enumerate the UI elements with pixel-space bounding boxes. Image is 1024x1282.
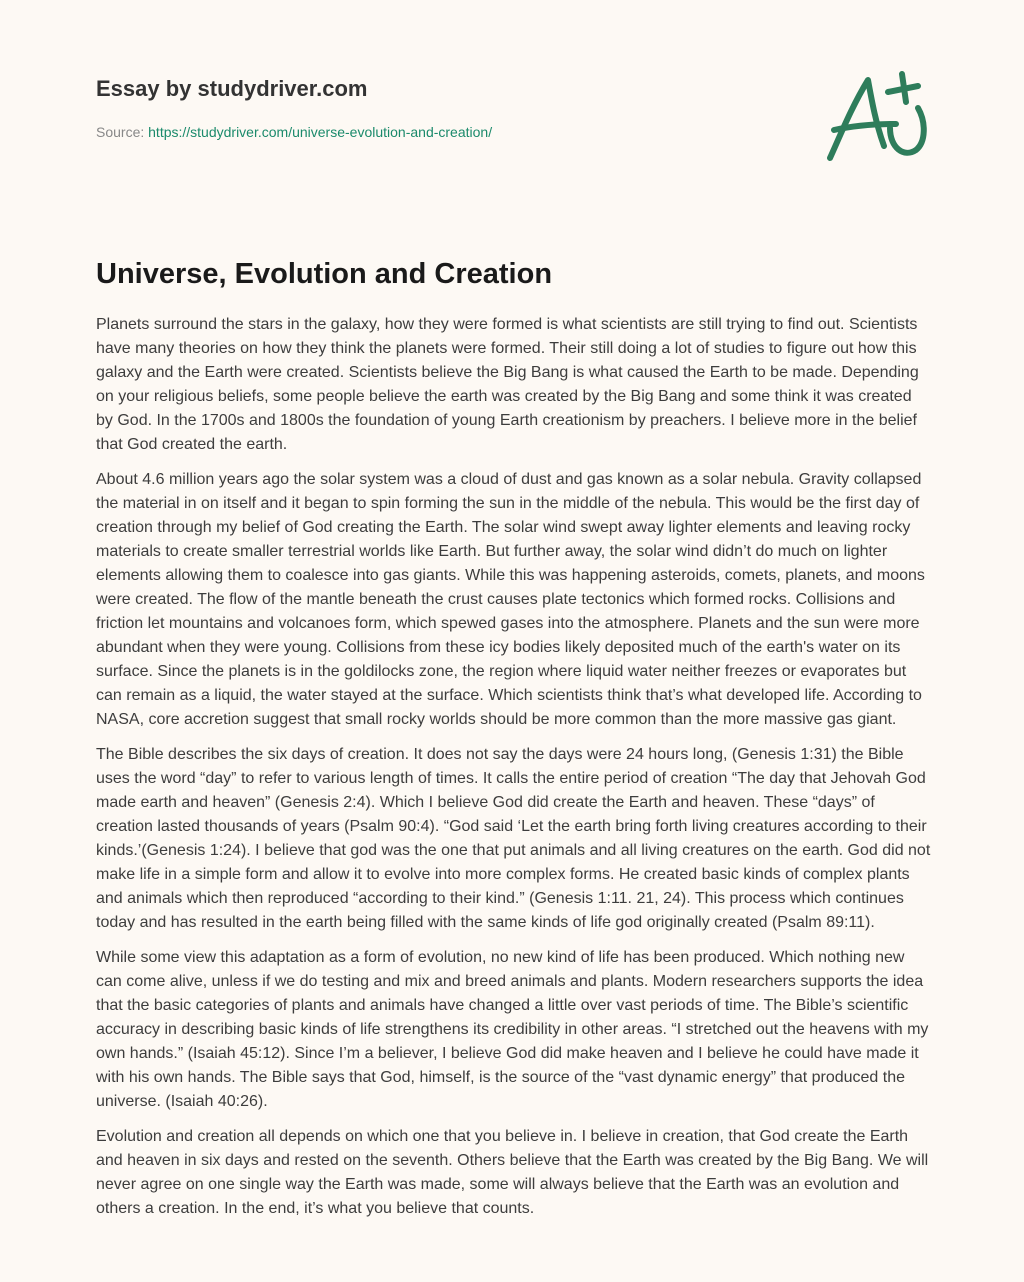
site-title: Essay by studydriver.com [96,76,368,101]
source-label: Source: [96,124,149,140]
essay-paragraph: While some view this adaptation as a form of evolution, no new kind of life has been produced. Which nothing new can come alive, unless if we do testing and mix and breed animals and plants. Modern researchers supports the idea that the basic categories of plants and animals have changed a little over vast periods of time. The Bible’s scientific accuracy in describing basic kinds of life strengthens its credibility in other areas. “I stretched out the heavens with my own hands.” (Isaiah 45:12). Since I’m a believer, I believe God did make heaven and I believe he could have made it with his own hands. The Bible says that God, himself, is the source of the “vast dynamic energy” that produced the universe. (Isaiah 40:26). [96,949,929,1110]
essay-paragraph: Planets surround the stars in the galaxy, how they were formed is what scientists are still trying to find out. Scientists have many theories on how they think the planets were formed. Their still doing a lot of studies to figure out how this galaxy and the Earth were created. Scientists believe the Big Bang is what caused the Earth to be made. Depending on your religious beliefs, some people believe the earth was created by the Big Bang and some think it was created by God. In the 1700s and 1800s the foundation of young Earth creationism by preachers. I believe more in the belief that God created the earth. [96,316,919,453]
a-plus-grade-icon [820,66,932,166]
source-link[interactable]: https://studydriver.com/universe-evolution-and-creation/ [148,124,493,140]
essay-paragraph: Evolution and creation all depends on which one that you believe in. I believe in creation, that God create the Earth and heaven in six days and rested on the seventh. Others believe that the Earth was created by the Big Bang. We will never agree on one single way the Earth was made, some will always believe that the Earth was an evolution and others a creation. In the end, it’s what you believe that counts. [96,1128,929,1217]
essay-title: Universe, Evolution and Creation [96,258,553,290]
essay-body [96,313,932,1232]
source-line [96,122,928,142]
essay-paragraph: About 4.6 million years ago the solar system was a cloud of dust and gas known as a solar nebula. Gravity collapsed the material in on itself and it began to spin forming the sun in the middle of the nebula. This would be the first day of creation through my belief of God creating the Earth. The solar wind swept away lighter elements and leaving rocky materials to create smaller terrestrial worlds like Earth. But further away, the solar wind didn’t do much on lighter elements allowing them to coalesce into gas giants. While this was happening asteroids, comets, planets, and moons were created. The flow of the mantle beneath the crust causes plate tectonics which formed rocks. Collisions and friction let mountains and volcanoes form, which spewed gases into the atmosphere. Planets and the sun were more abundant when they were young. Collisions from these icy bodies likely deposited much of the earth's water on its surface. Since the planets is in the goldilocks zone, the region where liquid water neither freezes or evaporates but can remain as a liquid, the water stayed at the surface. Which scientists think that’s what developed life. According to NASA, core accretion suggest that small rocky worlds should be more common than the more massive gas giant. [96,471,925,728]
page-header [96,74,928,142]
essay-paragraph: The Bible describes the six days of creation. It does not say the days were 24 hours long, (Genesis 1:31) the Bible uses the word “day” to refer to various length of times. It calls the entire period of creation “The day that Jehovah God made earth and heaven” (Genesis 2:4). Which I believe God did create the Earth and heaven. These “days” of creation lasted thousands of years (Psalm 90:4). “God said ‘Let the earth bring forth living creatures according to their kinds.’(Genesis 1:24). I believe that god was the one that put animals and all living creatures on the earth. God did not make life in a simple form and allow it to evolve into more complex forms. He created basic kinds of complex plants and animals which then reproduced “according to their kind.” (Genesis 1:11. 21, 24). This process which continues today and has resulted in the earth being filled with the same kinds of life god originally created (Psalm 89:11). [96,746,931,931]
